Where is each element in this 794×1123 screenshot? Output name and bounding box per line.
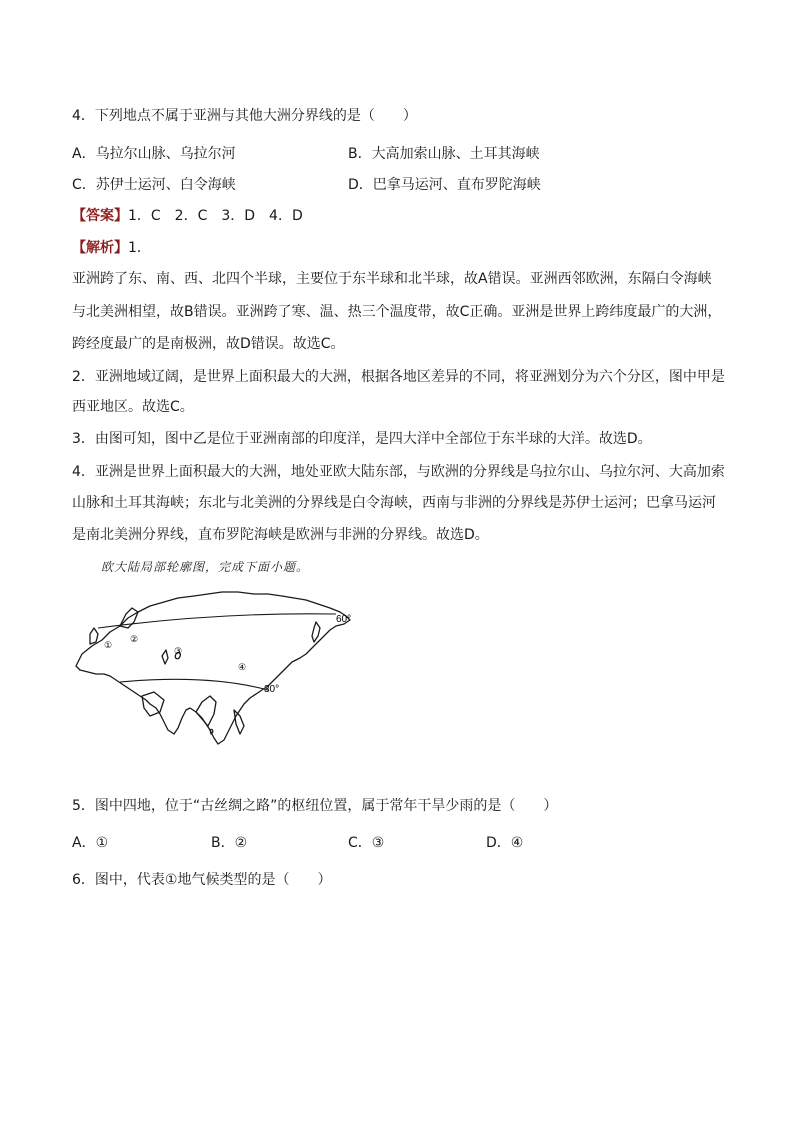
latitude-60-line	[98, 614, 336, 628]
analysis-line: 2．亚洲地域辽阔，是世界上面积最大的大洲，根据各地区差异的不同，将亚洲划分为六个分区，图中甲是	[72, 369, 725, 385]
question-6-stem: 6．图中，代表①地气候类型的是（ ）	[72, 872, 332, 888]
answer-text: 1．C 2．C 3．D 4．D	[128, 208, 303, 224]
analysis-first: 1．	[128, 240, 151, 256]
question-4-stem: 4．下列地点不属于亚洲与其他大洲分界线的是（ ）	[72, 108, 417, 124]
caspian-sea	[162, 650, 168, 664]
analysis-line: 与北美洲相望，故B错误。亚洲跨了寒、温、热三个温度带，故C正确。亚洲是世界上跨纬度最广的大洲，	[72, 304, 722, 320]
analysis-line: 西亚地区。故选C。	[72, 399, 194, 415]
answer-tag: 【答案】	[72, 208, 128, 224]
answer-line	[72, 207, 303, 225]
analysis-line: 3．由图可知，图中乙是位于亚洲南部的印度洋，是四大洋中全部位于东半球的大洋。故选D。	[72, 431, 652, 447]
map-markers	[104, 634, 246, 672]
analysis-line: 山脉和土耳其海峡；东北与北美洲的分界线是白令海峡，西南与非洲的分界线是苏伊士运河；巴拿马运河	[72, 495, 716, 511]
se-asia-outline	[234, 710, 244, 734]
q4-option-a: A．乌拉尔山脉、乌拉尔河	[72, 146, 236, 162]
q5-option-c: C．③	[348, 835, 385, 851]
eurasia-outline	[76, 592, 350, 744]
arabia-outline	[142, 692, 164, 716]
latitude-60-label: 60°	[336, 614, 352, 625]
q5-option-d: D．④	[486, 835, 524, 851]
analysis-line: 4．亚洲是世界上面积最大的大洲，地处亚欧大陆东部，与欧洲的分界线是乌拉尔山、乌拉尔河、大高加索	[72, 464, 725, 480]
analysis-line: 是南北美洲分界线，直布罗陀海峡是欧洲与非洲的分界线。故选D。	[72, 527, 489, 543]
latitude-30-line	[120, 679, 268, 690]
q5-option-a: A．①	[72, 835, 109, 851]
marker-1: ①	[104, 640, 113, 650]
q4-option-c: C．苏伊士运河、白令海峡	[72, 177, 236, 193]
marker-3: ③	[174, 646, 183, 656]
analysis-line: 亚洲跨了东、南、西、北四个半球，主要位于东半球和北半球，故A错误。亚洲西邻欧洲，东隔白令海峡	[72, 271, 712, 287]
question-5-stem: 5．图中四地，位于“古丝绸之路”的枢纽位置，属于常年干旱少雨的是（ ）	[72, 798, 558, 814]
map-caption: 欧大陆局部轮廓图，完成下面小题。	[101, 560, 310, 574]
analysis-tag: 【解析】	[72, 240, 128, 256]
marker-2: ②	[130, 634, 139, 644]
q5-option-b: B．②	[211, 835, 248, 851]
latitude-30-label: 30°	[264, 684, 280, 695]
eurasia-map	[68, 584, 368, 750]
q4-option-d: D．巴拿马运河、直布罗陀海峡	[348, 177, 541, 193]
japan-outline	[312, 622, 320, 642]
q4-option-b: B．大高加索山脉、土耳其海峡	[348, 146, 540, 162]
india-outline	[196, 696, 216, 726]
britain-outline	[90, 628, 98, 644]
marker-4: ④	[238, 662, 247, 672]
analysis-heading	[72, 239, 151, 257]
analysis-line: 跨经度最广的是南极洲，故D错误。故选C。	[72, 336, 345, 352]
